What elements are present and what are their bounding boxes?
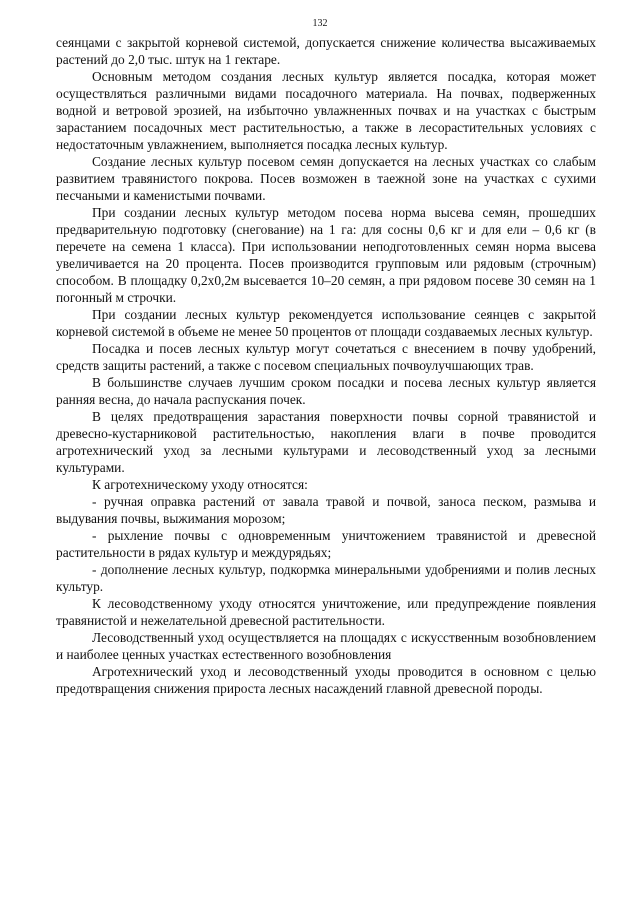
paragraph-6: Посадка и посев лесных культур могут сочетаться с внесением в почву удобрений, средств защиты растений, а также с посевом специальных почвоулучшающих трав. [56, 341, 596, 373]
document-body [56, 34, 596, 697]
paragraph-12: Агротехнический уход и лесоводственный уходы проводится в основном с целью предотвращения снижения прироста лесных насаждений главной древесной породы. [56, 664, 596, 696]
list-item-3: - дополнение лесных культур, подкормка минеральными удобрениями и полив лесных культур. [56, 562, 596, 594]
paragraph-4: При создании лесных культур методом посева норма высева семян, прошедших предварительную подготовку (снегование) на 1 га: для сосны 0,6 кг и для ели – 0,6 кг (в перечете на семена 1 класса). При использовании неподготовленных семян норма высева увеличивается на 20 процента. Посев производится групповым или рядовым (строчным) способом. В площадку 0,2х0,2м высевается 10–20 семян, а при рядовом посеве 30 семян на 1 погонный м строчки. [56, 205, 596, 305]
page-number: 132 [312, 18, 328, 29]
list-item-2: - рыхление почвы с одновременным уничтожением травянистой и древесной растительности в рядах культур и междурядьях; [56, 528, 596, 560]
paragraph-7: В большинстве случаев лучшим сроком посадки и посева лесных культур является ранняя весна, до начала распускания почек. [56, 375, 596, 407]
paragraph-11: Лесоводственный уход осуществляется на площадях с искусственным возобновлением и наиболее ценных участках естественного возобновления [56, 630, 596, 662]
paragraph-2: Основным методом создания лесных культур является посадка, которая может осуществляться различными видами посадочного материала. На почвах, подверженных водной и ветровой эрозией, на избыточно увлажненных почвах и на участках с быстрым зарастанием посадочных мест растительностью, а также в лесорастительных условиях с недостаточным увлажнением, выполняется посадка лесных культур. [56, 69, 596, 152]
paragraph-3: Создание лесных культур посевом семян допускается на лесных участках со слабым развитием травянистого покрова. Посев возможен в таежной зоне на участках с сухими песчаными и каменистыми почвами. [56, 154, 596, 203]
paragraph-9: К агротехническому уходу относятся: [92, 477, 308, 492]
paragraph-5: При создании лесных культур рекомендуется использование сеянцев с закрытой корневой системой в объеме не менее 50 процентов от площади создаваемых лесных культур. [56, 307, 596, 339]
paragraph-8: В целях предотвращения зарастания поверхности почвы сорной травянистой и древесно-кустарниковой растительностью, накопления влаги в почве проводится агротехнический уход за лесными культурами и лесоводственный уход за лесными культурами. [56, 409, 596, 475]
paragraph-1: сеянцами с закрытой корневой системой, допускается снижение количества высаживаемых растений до 2,0 тыс. штук на 1 гектаре. [56, 35, 596, 67]
list-item-1: - ручная оправка растений от завала травой и почвой, заноса песком, размыва и выдувания почвы, выжимания морозом; [56, 494, 596, 526]
paragraph-10: К лесоводственному уходу относятся уничтожение, или предупреждение появления травянистой и нежелательной древесной растительности. [56, 596, 596, 628]
